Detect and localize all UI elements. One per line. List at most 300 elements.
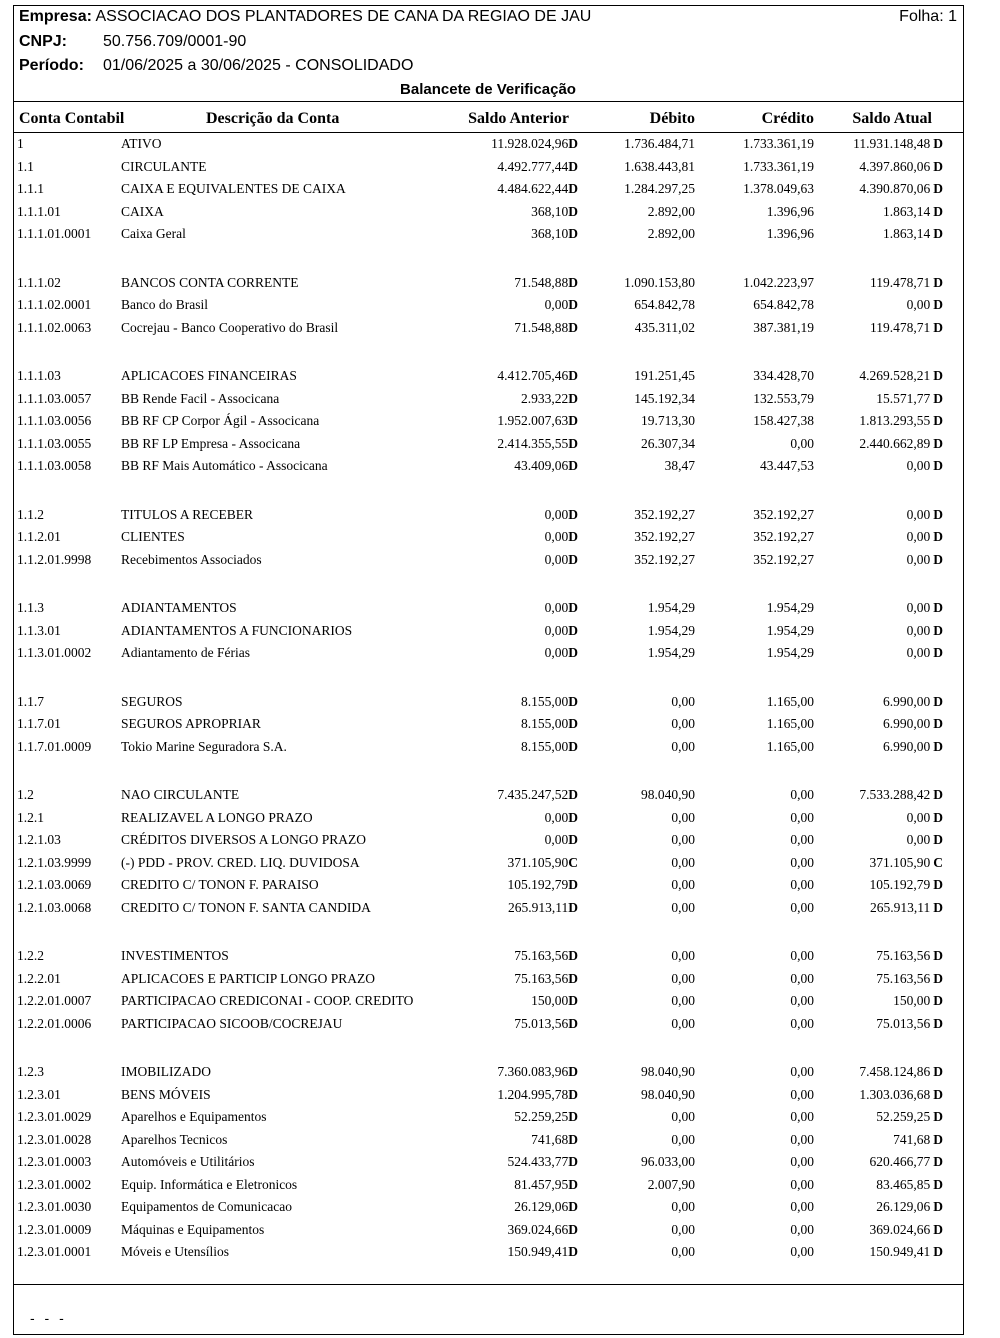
table-row — [0, 318, 1000, 338]
balance-nature-flag: D — [933, 1064, 943, 1079]
previous-balance: 368,10D — [531, 203, 578, 219]
balance-nature-flag: D — [933, 1244, 943, 1259]
debit-value: 26.307,34 — [641, 435, 695, 451]
account-description: Equipamentos de Comunicacao — [121, 1199, 292, 1214]
current-balance: 0,00 D — [906, 600, 943, 615]
account-description: ATIVO — [121, 136, 162, 151]
current-balance: 1.813.293,55 D — [859, 413, 943, 428]
previous-balance: 11.928.024,96D — [491, 136, 578, 151]
debit-value: 352.192,27 — [634, 551, 695, 567]
account-code: 1.2.1.03.0069 — [17, 877, 92, 892]
balance-nature-flag: D — [568, 645, 578, 660]
balance-nature-flag: D — [568, 809, 578, 825]
debit-value: 352.192,27 — [634, 529, 695, 544]
account-description: IMOBILIZADO — [121, 1064, 211, 1079]
account-code: 1.1.1.01 — [17, 203, 61, 219]
table-row — [0, 621, 1000, 641]
table-row — [0, 1014, 1000, 1034]
account-code: 1.2.2.01 — [17, 970, 61, 986]
current-balance: 1.303.036,68 D — [859, 1086, 943, 1102]
balance-nature-flag: D — [568, 1244, 578, 1259]
previous-balance: 368,10D — [531, 226, 578, 241]
account-description: INVESTIMENTOS — [121, 948, 229, 963]
account-code: 1.1.7 — [17, 693, 44, 709]
credit-value: 158.427,38 — [753, 413, 814, 428]
table-bottom-divider — [13, 1284, 964, 1285]
balance-nature-flag: D — [568, 1221, 578, 1237]
table-row — [0, 1175, 1000, 1195]
previous-balance: 52.259,25D — [514, 1109, 578, 1124]
credit-value: 0,00 — [790, 1109, 814, 1124]
balance-nature-flag: D — [568, 1154, 578, 1169]
current-balance: 15.571,77 D — [876, 390, 943, 406]
account-description: APLICACOES FINANCEIRAS — [121, 368, 297, 383]
balance-nature-flag: D — [933, 1199, 943, 1214]
balance-nature-flag: D — [568, 716, 578, 731]
table-row — [0, 389, 1000, 409]
current-balance: 150,00 D — [893, 993, 943, 1008]
footer-marker: - - - — [30, 1310, 67, 1326]
previous-balance: 8.155,00D — [521, 693, 578, 709]
account-description: Cocrejau - Banco Cooperativo do Brasil — [121, 319, 339, 335]
credit-value: 387.381,19 — [753, 319, 814, 335]
balance-nature-flag: D — [568, 506, 578, 522]
current-balance: 0,00 D — [906, 645, 943, 660]
table-row — [0, 946, 1000, 966]
current-balance: 0,00 D — [906, 832, 943, 847]
balance-nature-flag: D — [933, 136, 943, 151]
account-code: 1.2.3.01.0003 — [17, 1154, 92, 1169]
account-description: SEGUROS APROPRIAR — [121, 716, 261, 731]
account-code: 1 — [17, 136, 24, 151]
account-code: 1.2.1.03.0068 — [17, 899, 92, 915]
table-row — [0, 853, 1000, 873]
previous-balance: 265.913,11D — [508, 899, 578, 915]
current-balance: 369.024,66 D — [869, 1221, 943, 1237]
credit-value: 352.192,27 — [753, 506, 814, 522]
balance-nature-flag: D — [568, 1131, 578, 1147]
balance-nature-flag: D — [933, 1015, 943, 1031]
balance-nature-flag: D — [933, 693, 943, 709]
account-code: 1.1.3 — [17, 600, 44, 615]
cnpj-label: CNPJ: — [19, 33, 68, 50]
balance-nature-flag: D — [933, 1109, 943, 1124]
credit-value: 334.428,70 — [753, 368, 814, 383]
balance-nature-flag: D — [568, 297, 578, 312]
debit-value: 0,00 — [671, 899, 695, 915]
credit-value: 0,00 — [790, 1176, 814, 1192]
credit-value: 0,00 — [790, 1064, 814, 1079]
table-row — [0, 1242, 1000, 1262]
balance-nature-flag: D — [933, 203, 943, 219]
balance-nature-flag: D — [933, 877, 943, 892]
account-code: 1.1.1 — [17, 181, 44, 196]
account-description: CLIENTES — [121, 529, 185, 544]
table-row — [0, 1220, 1000, 1240]
account-code: 1.2.3.01.0002 — [17, 1176, 92, 1192]
previous-balance: 75.163,56D — [514, 970, 578, 986]
balance-nature-flag: D — [933, 899, 943, 915]
previous-balance: 741,68D — [531, 1131, 578, 1147]
account-code: 1.1.1.03.0055 — [17, 435, 92, 451]
balance-nature-flag: D — [568, 435, 578, 451]
balance-nature-flag: D — [933, 551, 943, 567]
balance-nature-flag: D — [568, 136, 578, 151]
debit-value: 1.638.443,81 — [624, 158, 695, 174]
balance-nature-flag: D — [933, 390, 943, 406]
current-balance: 1.863,14 D — [883, 203, 943, 219]
credit-value: 0,00 — [790, 1221, 814, 1237]
table-row — [0, 202, 1000, 222]
account-code: 1.1.1.03.0056 — [17, 413, 92, 428]
debit-value: 0,00 — [671, 877, 695, 892]
credit-value: 0,00 — [790, 970, 814, 986]
balance-nature-flag: D — [568, 1176, 578, 1192]
debit-value: 19.713,30 — [641, 413, 695, 428]
credit-value: 0,00 — [790, 1199, 814, 1214]
debit-value: 96.033,00 — [641, 1154, 695, 1169]
current-balance: 4.390.870,06 D — [859, 181, 943, 196]
current-balance: 0,00 D — [906, 622, 943, 638]
current-balance: 0,00 D — [906, 809, 943, 825]
account-code: 1.2.1.03.9999 — [17, 854, 92, 870]
table-row — [0, 969, 1000, 989]
debit-value: 0,00 — [671, 716, 695, 731]
debit-value: 0,00 — [671, 993, 695, 1008]
account-code: 1.1.1.02.0001 — [17, 297, 92, 312]
balance-nature-flag: D — [933, 809, 943, 825]
account-description: Adiantamento de Férias — [121, 645, 250, 660]
account-description: Caixa Geral — [121, 226, 186, 241]
table-row — [0, 134, 1000, 154]
account-description: ADIANTAMENTOS — [121, 600, 237, 615]
debit-value: 0,00 — [671, 693, 695, 709]
current-balance: 0,00 D — [906, 506, 943, 522]
balance-nature-flag: D — [933, 158, 943, 174]
account-description: CREDITO C/ TONON F. PARAISO — [121, 877, 319, 892]
previous-balance: 0,00D — [544, 529, 578, 544]
table-row — [0, 527, 1000, 547]
balance-nature-flag: D — [568, 390, 578, 406]
current-balance: 4.397.860,06 D — [859, 158, 943, 174]
previous-balance: 8.155,00D — [521, 716, 578, 731]
company-label: Empresa: — [19, 8, 92, 25]
table-row — [0, 1130, 1000, 1150]
table-row — [0, 991, 1000, 1011]
balance-nature-flag: D — [568, 993, 578, 1008]
previous-balance: 71.548,88D — [514, 274, 578, 290]
account-code: 1.2.3.01.0009 — [17, 1221, 92, 1237]
account-description: REALIZAVEL A LONGO PRAZO — [121, 809, 313, 825]
credit-value: 1.165,00 — [766, 693, 814, 709]
report-title: Balancete de Verificação — [400, 81, 576, 98]
previous-balance: 1.952.007,63D — [497, 413, 578, 428]
current-balance: 1.863,14 D — [883, 226, 943, 241]
balance-nature-flag: D — [933, 1086, 943, 1102]
account-code: 1.1.1.03 — [17, 368, 61, 383]
account-code: 1.1.1.03.0058 — [17, 458, 92, 473]
debit-value: 145.192,34 — [634, 390, 695, 406]
debit-value: 0,00 — [671, 1244, 695, 1259]
previous-balance: 371.105,90C — [507, 854, 578, 870]
credit-value: 0,00 — [790, 1086, 814, 1102]
balance-nature-flag: D — [568, 600, 578, 615]
credit-value: 0,00 — [790, 854, 814, 870]
previous-balance: 524.433,77D — [507, 1154, 578, 1169]
table-row — [0, 1062, 1000, 1082]
account-code: 1.1.3.01 — [17, 622, 61, 638]
account-code: 1.1.2.01.9998 — [17, 551, 92, 567]
debit-value: 1.954,29 — [647, 622, 695, 638]
balance-nature-flag: D — [568, 274, 578, 290]
account-description: BB RF LP Empresa - Associcana — [121, 435, 301, 451]
previous-balance: 0,00D — [544, 600, 578, 615]
table-row — [0, 157, 1000, 177]
previous-balance: 7.360.083,96D — [497, 1064, 578, 1079]
current-balance: 0,00 D — [906, 458, 943, 473]
debit-value: 1.954,29 — [647, 600, 695, 615]
current-balance: 119.478,71 D — [870, 274, 943, 290]
balance-nature-flag: D — [568, 1086, 578, 1102]
previous-balance: 4.412.705,46D — [497, 368, 578, 383]
account-code: 1.1.1.01.0001 — [17, 226, 92, 241]
current-balance: 75.013,56 D — [876, 1015, 943, 1031]
debit-value: 98.040,90 — [641, 1086, 695, 1102]
account-code: 1.2.3 — [17, 1064, 44, 1079]
previous-balance: 43.409,06D — [514, 458, 578, 473]
current-balance: 371.105,90 C — [869, 854, 943, 870]
debit-value: 0,00 — [671, 1109, 695, 1124]
period-label: Período: — [19, 57, 84, 74]
debit-value: 1.090.153,80 — [624, 274, 695, 290]
debit-value: 2.892,00 — [647, 226, 695, 241]
debit-value: 0,00 — [671, 738, 695, 754]
balance-nature-flag: D — [568, 787, 578, 802]
balance-nature-flag: D — [568, 832, 578, 847]
debit-value: 0,00 — [671, 948, 695, 963]
account-code: 1.2.1 — [17, 809, 44, 825]
col-header-previous-balance: Saldo Anterior — [468, 110, 569, 127]
previous-balance: 8.155,00D — [521, 738, 578, 754]
debit-value: 352.192,27 — [634, 506, 695, 522]
credit-value: 0,00 — [790, 899, 814, 915]
debit-value: 191.251,45 — [634, 368, 695, 383]
current-balance: 0,00 D — [906, 297, 943, 312]
account-description: CIRCULANTE — [121, 158, 207, 174]
balance-nature-flag: D — [933, 368, 943, 383]
balance-nature-flag: D — [933, 832, 943, 847]
balance-nature-flag: D — [568, 948, 578, 963]
credit-value: 0,00 — [790, 1015, 814, 1031]
previous-balance: 150.949,41D — [507, 1244, 578, 1259]
credit-value: 0,00 — [790, 1154, 814, 1169]
debit-value: 435.311,02 — [634, 319, 695, 335]
current-balance: 83.465,85 D — [876, 1176, 943, 1192]
credit-value: 132.553,79 — [753, 390, 814, 406]
previous-balance: 0,00D — [544, 832, 578, 847]
debit-value: 38,47 — [664, 458, 695, 473]
account-description: BENS MÓVEIS — [121, 1086, 211, 1102]
current-balance: 105.192,79 D — [869, 877, 943, 892]
col-header-description: Descrição da Conta — [206, 110, 340, 127]
balance-nature-flag: D — [933, 458, 943, 473]
balance-nature-flag: D — [933, 716, 943, 731]
debit-value: 2.892,00 — [647, 203, 695, 219]
current-balance: 7.458.124,86 D — [859, 1064, 943, 1079]
table-row — [0, 1107, 1000, 1127]
current-balance: 2.440.662,89 D — [859, 435, 943, 451]
balance-nature-flag: D — [933, 413, 943, 428]
balance-nature-flag: D — [568, 181, 578, 196]
account-code: 1.2.1.03 — [17, 832, 61, 847]
table-row — [0, 456, 1000, 476]
account-description: CREDITO C/ TONON F. SANTA CANDIDA — [121, 899, 371, 915]
account-description: NAO CIRCULANTE — [121, 787, 240, 802]
company-name: ASSOCIACAO DOS PLANTADORES DE CANA DA REGIAO DE JAU — [95, 8, 592, 25]
table-row — [0, 411, 1000, 431]
table-row — [0, 224, 1000, 244]
current-balance: 6.990,00 D — [883, 716, 943, 731]
account-code: 1.2.3.01.0029 — [17, 1109, 92, 1124]
balance-nature-flag: D — [568, 899, 578, 915]
credit-value: 1.396,96 — [766, 226, 814, 241]
debit-value: 0,00 — [671, 809, 695, 825]
debit-value: 0,00 — [671, 970, 695, 986]
balance-nature-flag: D — [568, 368, 578, 383]
previous-balance: 0,00D — [544, 506, 578, 522]
credit-value: 654.842,78 — [753, 297, 814, 312]
table-row — [0, 434, 1000, 454]
balance-nature-flag: D — [933, 529, 943, 544]
balance-nature-flag: D — [568, 738, 578, 754]
account-description: Aparelhos Tecnicos — [121, 1131, 228, 1147]
credit-value: 1.165,00 — [766, 716, 814, 731]
previous-balance: 4.492.777,44D — [497, 158, 578, 174]
balance-nature-flag: D — [568, 158, 578, 174]
credit-value: 352.192,27 — [753, 529, 814, 544]
table-row — [0, 505, 1000, 525]
account-description: BB RF Mais Automático - Associcana — [121, 458, 328, 473]
previous-balance: 1.204.995,78D — [497, 1086, 578, 1102]
debit-value: 0,00 — [671, 854, 695, 870]
account-description: PARTICIPACAO CREDICONAI - COOP. CREDITO — [121, 993, 414, 1008]
credit-value: 1.733.361,19 — [743, 158, 814, 174]
credit-value: 0,00 — [790, 1244, 814, 1259]
table-row — [0, 1085, 1000, 1105]
debit-value: 2.007,90 — [647, 1176, 695, 1192]
table-row — [0, 366, 1000, 386]
account-description: Equip. Informática e Eletronicos — [121, 1176, 298, 1192]
credit-value: 0,00 — [790, 1131, 814, 1147]
current-balance: 620.466,77 D — [869, 1154, 943, 1169]
credit-value: 0,00 — [790, 435, 814, 451]
account-code: 1.1.1.02 — [17, 274, 61, 290]
table-row — [0, 692, 1000, 712]
balance-nature-flag: D — [568, 413, 578, 428]
col-header-debit: Débito — [649, 110, 695, 127]
balance-nature-flag: D — [568, 458, 578, 473]
account-description: BB RF CP Corpor Ágil - Associcana — [121, 413, 320, 428]
balance-nature-flag: D — [933, 948, 943, 963]
balance-nature-flag: D — [568, 1064, 578, 1079]
account-description: CRÉDITOS DIVERSOS A LONGO PRAZO — [121, 832, 367, 847]
credit-value: 1.378.049,63 — [743, 181, 814, 196]
table-row — [0, 295, 1000, 315]
page-label: Folha: — [899, 8, 944, 25]
balance-nature-flag: D — [933, 435, 943, 451]
account-description: SEGUROS — [121, 693, 183, 709]
table-row — [0, 830, 1000, 850]
credit-value: 0,00 — [790, 948, 814, 963]
account-code: 1.1.2 — [17, 506, 44, 522]
current-balance: 6.990,00 D — [883, 738, 943, 754]
account-description: Aparelhos e Equipamentos — [121, 1109, 267, 1124]
balance-nature-flag: D — [568, 319, 578, 335]
credit-value: 1.954,29 — [766, 645, 814, 660]
balance-nature-flag: D — [933, 1154, 943, 1169]
credit-value: 0,00 — [790, 993, 814, 1008]
account-code: 1.2 — [17, 787, 34, 802]
current-balance: 75.163,56 D — [876, 970, 943, 986]
credit-value: 0,00 — [790, 832, 814, 847]
period-value: 01/06/2025 a 30/06/2025 - CONSOLIDADO — [103, 57, 414, 74]
balance-nature-flag: D — [933, 622, 943, 638]
previous-balance: 75.013,56D — [514, 1015, 578, 1031]
current-balance: 11.931.148,48 D — [853, 136, 943, 151]
credit-value: 1.042.223,97 — [743, 274, 814, 290]
debit-value: 98.040,90 — [641, 1064, 695, 1079]
previous-balance: 26.129,06D — [514, 1199, 578, 1214]
credit-value: 1.396,96 — [766, 203, 814, 219]
account-description: BANCOS CONTA CORRENTE — [121, 274, 299, 290]
account-description: CAIXA — [121, 203, 164, 219]
debit-value: 1.284.297,25 — [624, 181, 695, 196]
account-code: 1.1.7.01 — [17, 716, 61, 731]
debit-value: 1.736.484,71 — [624, 136, 695, 151]
previous-balance: 0,00D — [544, 551, 578, 567]
account-code: 1.1 — [17, 158, 34, 174]
balance-nature-flag: D — [568, 226, 578, 241]
current-balance: 741,68 D — [893, 1131, 943, 1147]
credit-value: 1.954,29 — [766, 600, 814, 615]
credit-value: 1.733.361,19 — [743, 136, 814, 151]
previous-balance: 2.414.355,55D — [497, 435, 578, 451]
account-code: 1.1.1.02.0063 — [17, 319, 92, 335]
credit-value: 0,00 — [790, 877, 814, 892]
debit-value: 0,00 — [671, 1131, 695, 1147]
table-row — [0, 875, 1000, 895]
cnpj-value: 50.756.709/0001-90 — [103, 33, 247, 50]
table-row — [0, 179, 1000, 199]
account-code: 1.1.3.01.0002 — [17, 645, 92, 660]
current-balance: 119.478,71 D — [870, 319, 943, 335]
balance-nature-flag: D — [568, 1015, 578, 1031]
account-description: PARTICIPACAO SICOOB/COCREJAU — [121, 1015, 343, 1031]
credit-value: 0,00 — [790, 809, 814, 825]
balance-nature-flag: D — [933, 319, 943, 335]
account-description: Automóveis e Utilitários — [121, 1154, 255, 1169]
debit-value: 0,00 — [671, 1221, 695, 1237]
balance-nature-flag: C — [933, 854, 943, 870]
previous-balance: 369.024,66D — [507, 1221, 578, 1237]
current-balance: 6.990,00 D — [883, 693, 943, 709]
balance-nature-flag: D — [933, 181, 943, 196]
table-row — [0, 808, 1000, 828]
table-row — [0, 714, 1000, 734]
table-row — [0, 737, 1000, 757]
current-balance: 7.533.288,42 D — [859, 787, 943, 802]
credit-value: 352.192,27 — [753, 551, 814, 567]
